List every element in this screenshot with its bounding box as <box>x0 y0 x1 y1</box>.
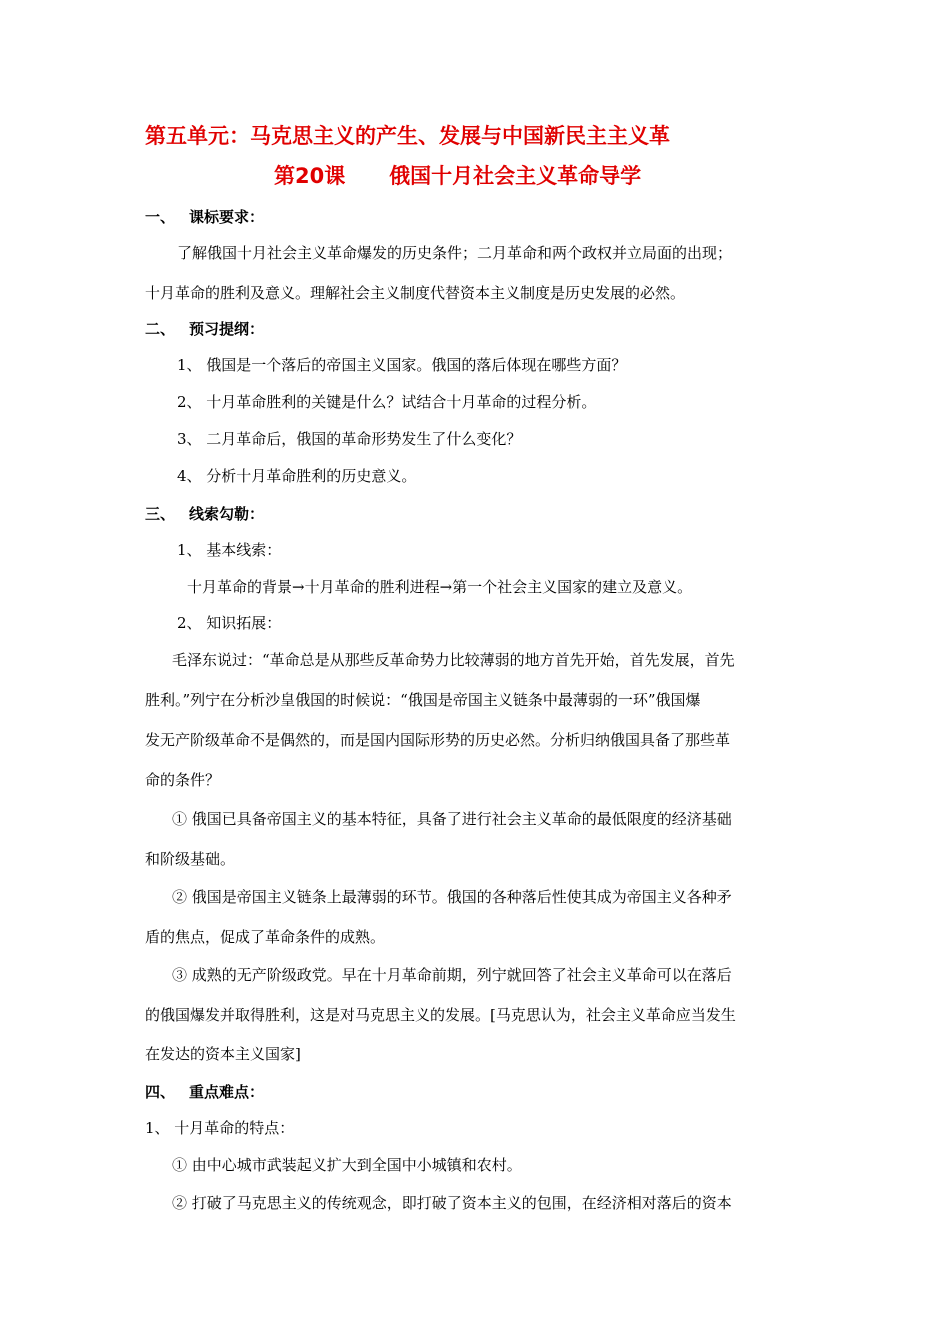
unit-title: 第五单元：马克思主义的产生、发展与中国新民主主义革 <box>145 124 670 148</box>
section-heading-text: 课标要求： <box>189 208 265 226</box>
point-line: 盾的焦点，促成了革命条件的成熟。 <box>145 928 386 946</box>
lesson-title: 第20课 俄国十月社会主义革命导学 <box>274 164 642 188</box>
paragraph-line: 胜利。”列宁在分析沙皇俄国的时候说：“俄国是帝国主义链条中最薄弱的一环”俄国爆 <box>145 691 701 709</box>
paragraph-line: 毛泽东说过：“革命总是从那些反革命势力比较薄弱的地方首先开始，首先发展，首先 <box>172 651 735 669</box>
point-line: ② 俄国是帝国主义链条上最薄弱的环节。俄国的各种落后性使其成为帝国主义各种矛 <box>172 888 732 906</box>
subheading: 1、 基本线索： <box>177 541 282 559</box>
point-line: ① 由中心城市武装起义扩大到全国中小城镇和农村。 <box>172 1156 522 1174</box>
section-heading-2 <box>145 319 264 339</box>
paragraph-line: 了解俄国十月社会主义革命爆发的历史条件；二月革命和两个政权并立局面的出现； <box>177 244 733 262</box>
section-heading-4 <box>145 1082 264 1102</box>
subheading: 2、 知识拓展： <box>177 614 282 632</box>
subheading: 1、 十月革命的特点： <box>145 1119 295 1137</box>
list-item: 4、 分析十月革命胜利的历史意义。 <box>177 467 417 485</box>
section-heading-text: 预习提纲： <box>189 320 265 338</box>
point-line: ② 打破了马克思主义的传统观念，即打破了资本主义的包围，在经济相对落后的资本 <box>172 1194 732 1212</box>
section-heading-text: 线索勾勒： <box>189 505 265 523</box>
list-item: 2、 十月革命胜利的关键是什么？试结合十月革命的过程分析。 <box>177 393 597 411</box>
paragraph-line: 发无产阶级革命不是偶然的，而是国内国际形势的历史必然。分析归纳俄国具备了那些革 <box>145 731 731 749</box>
list-item: 1、 俄国是一个落后的帝国主义国家。俄国的落后体现在哪些方面？ <box>177 356 627 374</box>
section-number: 一、 <box>145 208 176 226</box>
section-heading-text: 重点难点： <box>189 1083 265 1101</box>
section-heading-1 <box>145 207 264 227</box>
paragraph-line: 十月革命的胜利及意义。理解社会主义制度代替资本主义制度是历史发展的必然。 <box>145 284 686 302</box>
point-line: 在发达的资本主义国家] <box>145 1045 301 1063</box>
point-line: 和阶级基础。 <box>145 850 236 868</box>
section-heading-3 <box>145 504 264 524</box>
point-line: ① 俄国已具备帝国主义的基本特征，具备了进行社会主义革命的最低限度的经济基础 <box>172 810 732 828</box>
section-number: 三、 <box>145 505 176 523</box>
section-number: 四、 <box>145 1083 176 1101</box>
section-number: 二、 <box>145 320 176 338</box>
list-item: 3、 二月革命后，俄国的革命形势发生了什么变化？ <box>177 430 522 448</box>
clue-line: 十月革命的背景→十月革命的胜利进程→第一个社会主义国家的建立及意义。 <box>187 578 693 596</box>
paragraph-line: 命的条件？ <box>145 771 221 789</box>
point-line: 的俄国爆发并取得胜利，这是对马克思主义的发展。[马克思认为，社会主义革命应当发生 <box>145 1006 736 1024</box>
point-line: ③ 成熟的无产阶级政党。早在十月革命前期，列宁就回答了社会主义革命可以在落后 <box>172 966 732 984</box>
